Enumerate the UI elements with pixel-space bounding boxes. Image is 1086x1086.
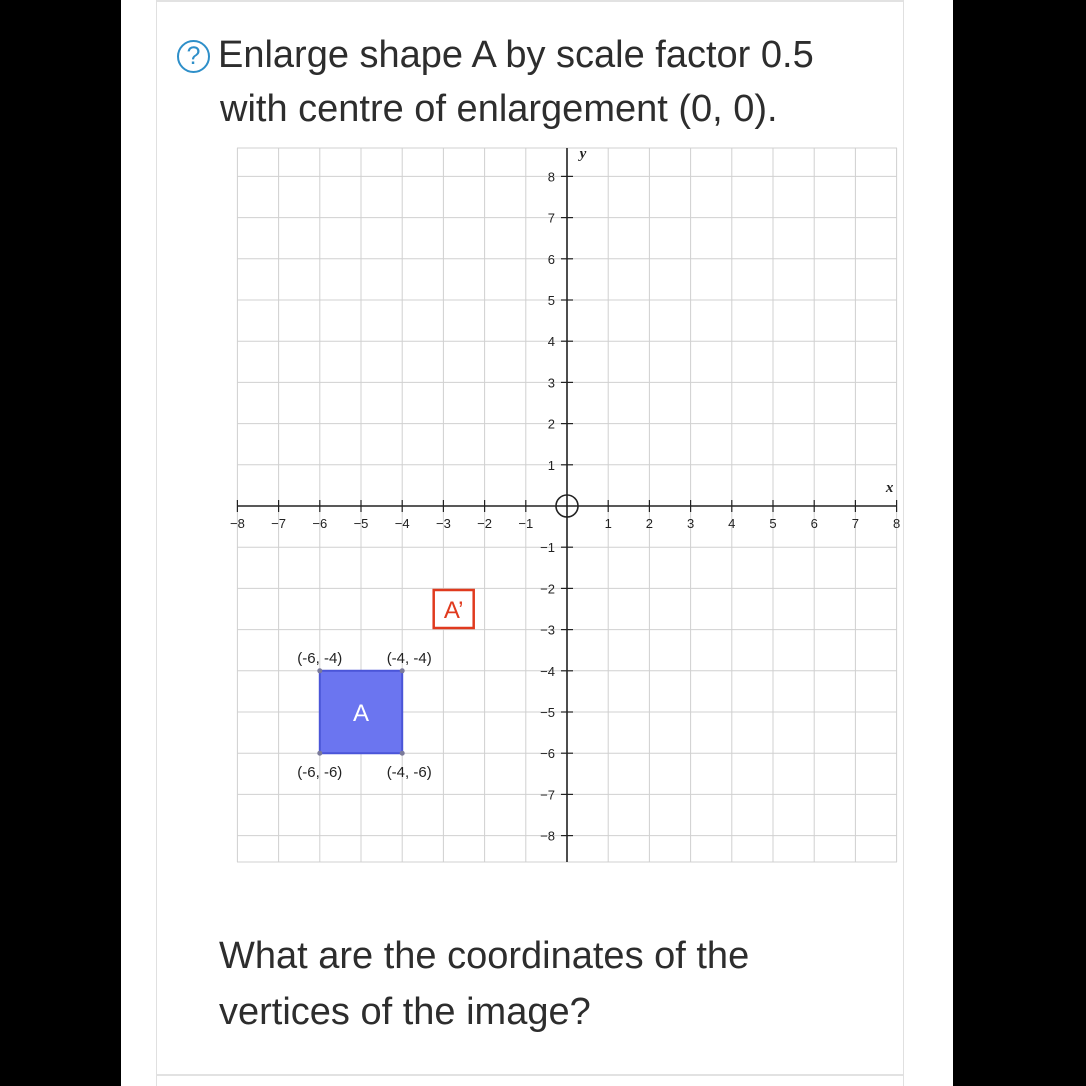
shape-a-label: A [352,700,370,727]
x-tick-label: 3 [686,516,695,531]
x-tick-label: −8 [229,516,245,531]
y-tick-label: −8 [540,828,555,844]
y-tick-label: −1 [540,540,555,556]
shape-a-vertex [400,668,405,673]
question-card [156,0,904,1086]
x-tick-label: 2 [645,516,654,531]
shape-a-vertex [317,668,322,673]
y-tick-label: 2 [547,416,555,432]
x-tick-label: −5 [353,516,369,531]
question-line-1: Enlarge shape A by scale factor 0.5 [218,34,814,76]
shape-layer [317,668,404,755]
y-tick-label: 5 [547,293,555,308]
vertex-coordinate-label: (-4, -6) [386,764,432,782]
vertex-coordinate-label: (-6, -6) [297,764,343,782]
y-tick-label: −2 [540,581,555,597]
vertex-coordinate-label: (-6, -4) [297,649,343,667]
question-line-2: with centre of enlargement (0, 0). [220,88,778,130]
y-tick-label: −3 [540,622,555,638]
bottom-divider [157,1074,903,1076]
y-tick-label: 6 [547,251,555,267]
vertex-coordinate-label: (-4, -4) [386,649,432,667]
shape-a-vertex [317,751,322,756]
y-tick-label: −5 [540,705,555,720]
y-tick-label: 4 [547,334,555,350]
axes-layer [237,148,896,862]
x-tick-label: −7 [271,516,287,531]
image-label: A’ [443,597,464,624]
x-tick-label: −4 [394,516,410,531]
x-tick-label: −3 [435,516,451,531]
x-tick-label: −2 [477,516,493,531]
x-tick-label: −1 [518,516,534,531]
y-tick-label: 8 [547,169,555,185]
x-tick-label: 8 [892,516,901,531]
y-axis-label: y [579,146,587,162]
help-circle-icon[interactable]: ? [177,40,210,73]
coordinate-grid [157,0,905,900]
y-tick-label: −6 [540,746,555,762]
y-tick-label: −7 [540,787,555,803]
x-axis-label: x [885,480,894,496]
y-tick-label: −4 [540,663,555,679]
x-tick-label: 7 [851,516,860,531]
x-tick-label: −6 [312,516,328,531]
x-tick-label: 5 [769,516,777,531]
shape-a-vertex [400,751,405,756]
x-tick-label: 1 [604,516,612,531]
page [121,0,953,1086]
x-tick-label: 6 [810,516,818,531]
y-tick-label: 1 [547,457,555,473]
y-tick-label: 7 [547,210,555,226]
x-tick-label: 4 [728,516,736,531]
sub-question: What are the coordinates of the vertices of the image? [219,935,750,1033]
y-tick-label: 3 [547,375,555,391]
